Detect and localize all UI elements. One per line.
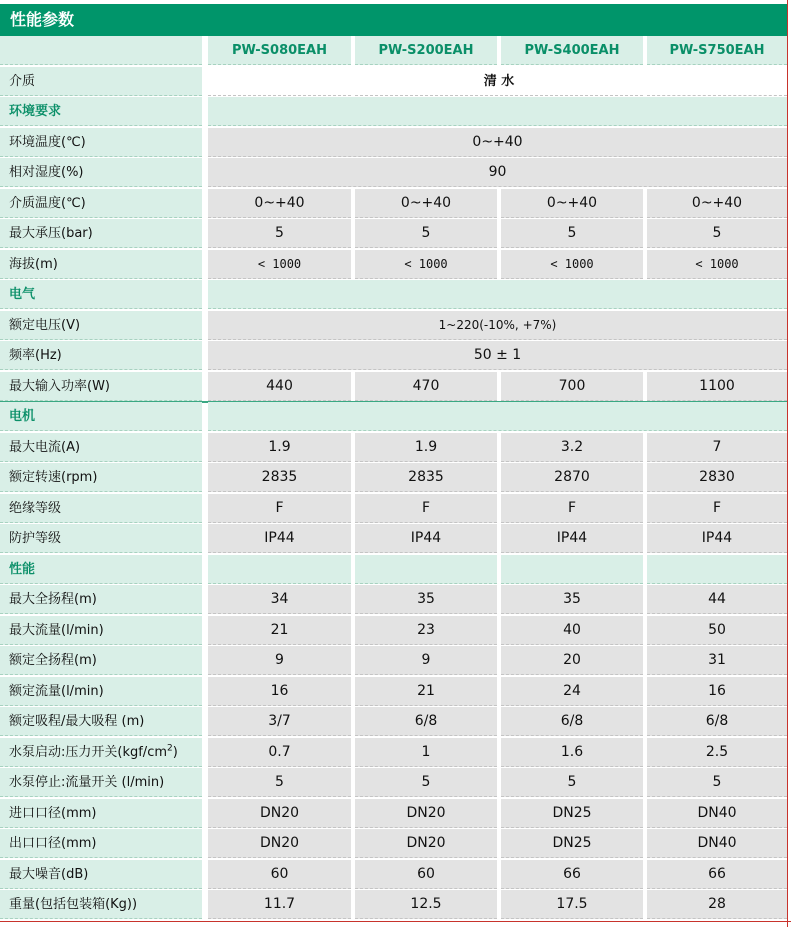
rated-voltage-value: 1~220(-10%, +7%) bbox=[208, 311, 787, 340]
frequency-label: 频率(Hz) bbox=[0, 341, 202, 370]
start-pressure-value-2: 1 bbox=[355, 738, 497, 767]
model-name-2: PW-S200EAH bbox=[355, 36, 497, 65]
max-current-value-3: 3.2 bbox=[501, 433, 643, 462]
row-max-current bbox=[0, 433, 787, 463]
rated-head-value-3: 20 bbox=[501, 646, 643, 675]
section-performance-label: 性能 bbox=[0, 555, 202, 584]
medium-blank-cell-2 bbox=[647, 67, 787, 96]
model-name-4: PW-S750EAH bbox=[647, 36, 787, 65]
row-rated-flow bbox=[0, 677, 787, 707]
max-power-value-1: 440 bbox=[208, 372, 351, 401]
rated-speed-value-1: 2835 bbox=[208, 463, 351, 492]
rated-speed-value-2: 2835 bbox=[355, 463, 497, 492]
medium-temp-value-1: 0~+40 bbox=[208, 189, 351, 218]
altitude-value-4: < 1000 bbox=[647, 250, 787, 279]
stop-flow-value-1: 5 bbox=[208, 768, 351, 797]
table-title: 性能参数 bbox=[0, 4, 787, 36]
section-performance-cell-3 bbox=[501, 555, 643, 584]
suction-lift-label: 额定吸程/最大吸程 (m) bbox=[0, 707, 202, 736]
start-pressure-label-sup: 2 bbox=[167, 743, 173, 754]
humidity-label: 相对湿度(%) bbox=[0, 158, 202, 187]
altitude-label: 海拔(m) bbox=[0, 250, 202, 279]
row-protection-class bbox=[0, 524, 787, 554]
rated-speed-value-4: 2830 bbox=[647, 463, 787, 492]
altitude-value-2: < 1000 bbox=[355, 250, 497, 279]
max-current-label: 最大电流(A) bbox=[0, 433, 202, 462]
max-current-value-4: 7 bbox=[647, 433, 787, 462]
section-environment-fill bbox=[208, 97, 787, 126]
bottom-edge-line bbox=[0, 921, 791, 922]
insulation-class-value-2: F bbox=[355, 494, 497, 523]
max-flow-label: 最大流量(l/min) bbox=[0, 616, 202, 645]
outlet-diameter-value-3: DN25 bbox=[501, 829, 643, 858]
max-head-value-3: 35 bbox=[501, 585, 643, 614]
medium-value: 清 水 bbox=[355, 67, 643, 96]
start-pressure-label-text: 水泵启动:压力开关(kgf/cm bbox=[9, 745, 167, 760]
row-section-environment bbox=[0, 97, 787, 127]
row-outlet-diameter bbox=[0, 829, 787, 859]
section-motor-label: 电机 bbox=[0, 402, 202, 431]
rated-head-value-1: 9 bbox=[208, 646, 351, 675]
section-environment-label: 环境要求 bbox=[0, 97, 202, 126]
section-performance-cell-1 bbox=[208, 555, 351, 584]
inlet-diameter-value-1: DN20 bbox=[208, 799, 351, 828]
start-pressure-value-1: 0.7 bbox=[208, 738, 351, 767]
stop-flow-value-3: 5 bbox=[501, 768, 643, 797]
row-max-power bbox=[0, 372, 787, 402]
max-current-value-2: 1.9 bbox=[355, 433, 497, 462]
outlet-diameter-value-2: DN20 bbox=[355, 829, 497, 858]
altitude-value-3: < 1000 bbox=[501, 250, 643, 279]
model-name-3: PW-S400EAH bbox=[501, 36, 643, 65]
right-edge-line bbox=[787, 0, 788, 927]
medium-blank-cell bbox=[208, 67, 351, 96]
max-pressure-label: 最大承压(bar) bbox=[0, 219, 202, 248]
protection-class-value-1: IP44 bbox=[208, 524, 351, 553]
row-medium-temp bbox=[0, 189, 787, 219]
stop-flow-label: 水泵停止:流量开关 (l/min) bbox=[0, 768, 202, 797]
altitude-value-1: < 1000 bbox=[208, 250, 351, 279]
max-head-value-2: 35 bbox=[355, 585, 497, 614]
protection-class-value-3: IP44 bbox=[501, 524, 643, 553]
row-header bbox=[0, 36, 787, 66]
weight-value-2: 12.5 bbox=[355, 890, 497, 919]
humidity-value: 90 bbox=[208, 158, 787, 187]
max-noise-value-2: 60 bbox=[355, 860, 497, 889]
model-name-1: PW-S080EAH bbox=[208, 36, 351, 65]
outlet-diameter-label: 出口口径(mm) bbox=[0, 829, 202, 858]
start-pressure-value-3: 1.6 bbox=[501, 738, 643, 767]
rated-head-label: 额定全扬程(m) bbox=[0, 646, 202, 675]
max-pressure-value-3: 5 bbox=[501, 219, 643, 248]
row-max-pressure bbox=[0, 219, 787, 249]
suction-lift-value-1: 3/7 bbox=[208, 707, 351, 736]
row-medium bbox=[0, 67, 787, 97]
max-pressure-value-1: 5 bbox=[208, 219, 351, 248]
max-power-label: 最大输入功率(W) bbox=[0, 372, 202, 401]
suction-lift-value-3: 6/8 bbox=[501, 707, 643, 736]
max-head-label: 最大全扬程(m) bbox=[0, 585, 202, 614]
section-performance-cell-2 bbox=[355, 555, 497, 584]
max-power-value-2: 470 bbox=[355, 372, 497, 401]
medium-temp-value-2: 0~+40 bbox=[355, 189, 497, 218]
rated-flow-value-2: 21 bbox=[355, 677, 497, 706]
start-pressure-label bbox=[0, 738, 202, 767]
protection-class-value-2: IP44 bbox=[355, 524, 497, 553]
max-noise-value-3: 66 bbox=[501, 860, 643, 889]
protection-class-value-4: IP44 bbox=[647, 524, 787, 553]
medium-temp-value-3: 0~+40 bbox=[501, 189, 643, 218]
row-ambient-temp bbox=[0, 128, 787, 158]
max-flow-value-4: 50 bbox=[647, 616, 787, 645]
weight-label: 重量(包括包装箱(Kg)) bbox=[0, 890, 202, 919]
row-insulation-class bbox=[0, 494, 787, 524]
max-flow-value-1: 21 bbox=[208, 616, 351, 645]
protection-class-label: 防护等级 bbox=[0, 524, 202, 553]
insulation-class-value-4: F bbox=[647, 494, 787, 523]
rated-head-value-4: 31 bbox=[647, 646, 787, 675]
insulation-class-value-1: F bbox=[208, 494, 351, 523]
row-section-performance bbox=[0, 555, 787, 585]
section-performance-cell-4 bbox=[647, 555, 787, 584]
row-rated-speed bbox=[0, 463, 787, 493]
medium-label: 介质 bbox=[0, 67, 202, 96]
inlet-diameter-value-3: DN25 bbox=[501, 799, 643, 828]
rated-flow-value-1: 16 bbox=[208, 677, 351, 706]
outlet-diameter-value-1: DN20 bbox=[208, 829, 351, 858]
start-pressure-value-4: 2.5 bbox=[647, 738, 787, 767]
max-flow-value-2: 23 bbox=[355, 616, 497, 645]
rated-flow-value-4: 16 bbox=[647, 677, 787, 706]
row-max-head bbox=[0, 585, 787, 615]
max-current-value-1: 1.9 bbox=[208, 433, 351, 462]
outlet-diameter-value-4: DN40 bbox=[647, 829, 787, 858]
max-pressure-value-4: 5 bbox=[647, 219, 787, 248]
row-start-pressure bbox=[0, 738, 787, 768]
ambient-temp-label: 环境温度(℃) bbox=[0, 128, 202, 157]
inlet-diameter-value-4: DN40 bbox=[647, 799, 787, 828]
rated-flow-label: 额定流量(l/min) bbox=[0, 677, 202, 706]
max-head-value-1: 34 bbox=[208, 585, 351, 614]
section-electric-fill bbox=[208, 280, 787, 309]
rated-speed-value-3: 2870 bbox=[501, 463, 643, 492]
row-stop-flow bbox=[0, 768, 787, 798]
max-noise-label: 最大噪音(dB) bbox=[0, 860, 202, 889]
row-rated-head bbox=[0, 646, 787, 676]
max-pressure-value-2: 5 bbox=[355, 219, 497, 248]
header-label-cell bbox=[0, 36, 202, 65]
inlet-diameter-value-2: DN20 bbox=[355, 799, 497, 828]
weight-value-1: 11.7 bbox=[208, 890, 351, 919]
medium-temp-label: 介质温度(℃) bbox=[0, 189, 202, 218]
max-head-value-4: 44 bbox=[647, 585, 787, 614]
medium-temp-value-4: 0~+40 bbox=[647, 189, 787, 218]
insulation-class-label: 绝缘等级 bbox=[0, 494, 202, 523]
max-noise-value-1: 60 bbox=[208, 860, 351, 889]
max-power-value-4: 1100 bbox=[647, 372, 787, 401]
weight-value-3: 17.5 bbox=[501, 890, 643, 919]
row-weight bbox=[0, 890, 787, 920]
row-section-electric bbox=[0, 280, 787, 310]
suction-lift-value-2: 6/8 bbox=[355, 707, 497, 736]
max-power-value-3: 700 bbox=[501, 372, 643, 401]
inlet-diameter-label: 进口口径(mm) bbox=[0, 799, 202, 828]
max-noise-value-4: 66 bbox=[647, 860, 787, 889]
row-inlet-diameter bbox=[0, 799, 787, 829]
rated-head-value-2: 9 bbox=[355, 646, 497, 675]
row-altitude bbox=[0, 250, 787, 280]
row-max-flow bbox=[0, 616, 787, 646]
rated-voltage-label: 额定电压(V) bbox=[0, 311, 202, 340]
row-section-motor bbox=[0, 402, 787, 432]
frequency-value: 50 ± 1 bbox=[208, 341, 787, 370]
row-humidity bbox=[0, 158, 787, 188]
max-flow-value-3: 40 bbox=[501, 616, 643, 645]
section-electric-label: 电气 bbox=[0, 280, 202, 309]
insulation-class-value-3: F bbox=[501, 494, 643, 523]
weight-value-4: 28 bbox=[647, 890, 787, 919]
ambient-temp-value: 0~+40 bbox=[208, 128, 787, 157]
row-rated-voltage bbox=[0, 311, 787, 341]
row-frequency bbox=[0, 341, 787, 371]
row-max-noise bbox=[0, 860, 787, 890]
suction-lift-value-4: 6/8 bbox=[647, 707, 787, 736]
rated-flow-value-3: 24 bbox=[501, 677, 643, 706]
section-motor-fill bbox=[208, 402, 787, 431]
start-pressure-label-end: ) bbox=[172, 745, 178, 760]
stop-flow-value-4: 5 bbox=[647, 768, 787, 797]
row-suction-lift bbox=[0, 707, 787, 737]
rated-speed-label: 额定转速(rpm) bbox=[0, 463, 202, 492]
stop-flow-value-2: 5 bbox=[355, 768, 497, 797]
